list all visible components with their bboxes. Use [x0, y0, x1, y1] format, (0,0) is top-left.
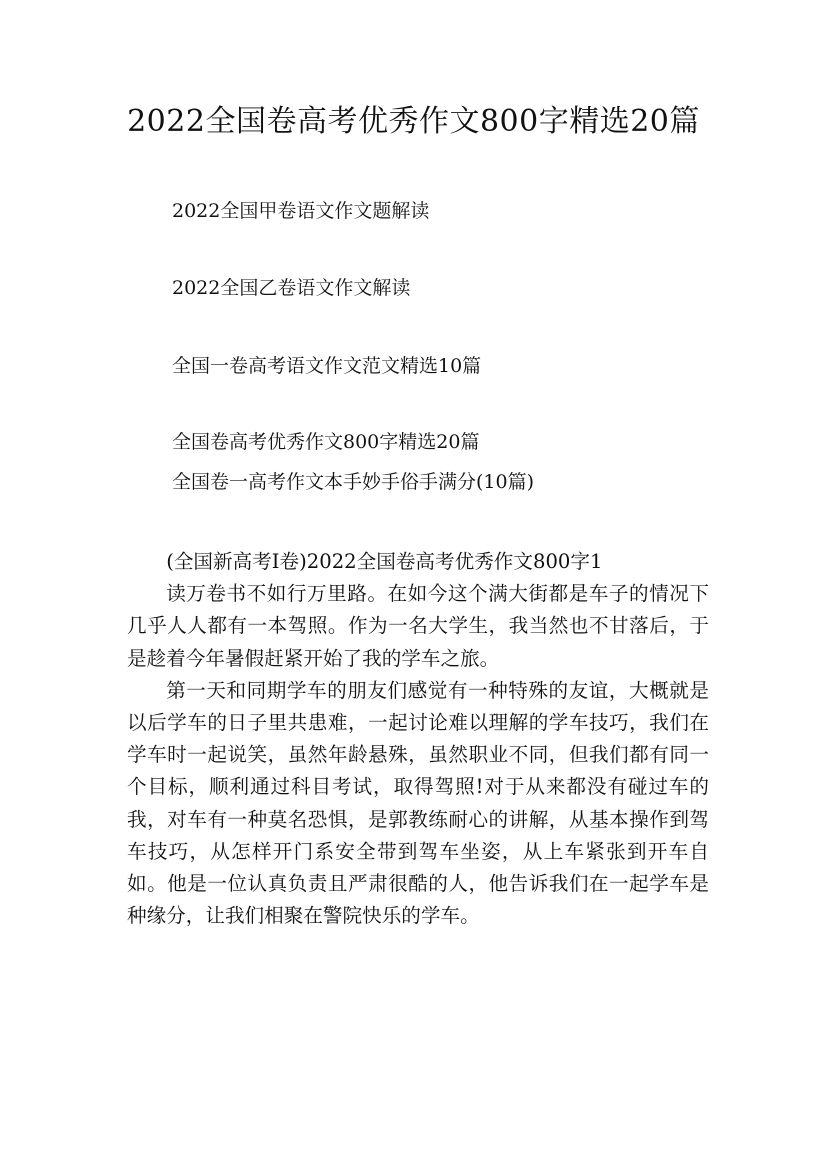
toc-item-youxiu-zuowen: 全国卷高考优秀作文800字精选20篇 [172, 431, 480, 453]
document-title: 2022全国卷高考优秀作文800字精选20篇 [127, 104, 700, 139]
essay-body [127, 546, 709, 932]
toc-item-yi-juan-fanwen: 全国一卷高考语文作文范文精选10篇 [172, 355, 482, 377]
toc-item-yi-juan: 2022全国乙卷语文作文解读 [172, 277, 411, 299]
toc-item-jia-juan: 2022全国甲卷语文作文题解读 [172, 200, 430, 222]
toc-item-manfen: 全国卷一高考作文本手妙手俗手满分(10篇) [172, 471, 535, 493]
essay-paragraph: 读万卷书不如行万里路。在如今这个满大街都是车子的情况下几乎人人都有一本驾照。作为一名大学生，我当然也不甘落后，于是趁着今年暑假赶紧开始了我的学车之旅。 [127, 582, 709, 670]
essay-heading: (全国新高考Ⅰ卷)2022全国卷高考优秀作文800字1 [166, 550, 603, 573]
essay-paragraph: 第一天和同期学车的朋友们感觉有一种特殊的友谊，大概就是以后学车的日子里共患难，一起讨论难以理解的学车技巧，我们在学车时一起说笑，虽然年龄悬殊，虽然职业不同，但我们都有同一个目标，顺利通过科目考试，取得驾照!对于从来都没有碰过车的我，对车有一种莫名恐惧，是郭教练耐心的讲解，从基本操作到驾车技巧，从怎样开门系安全带到驾车坐姿，从上车紧张到开车自如。他是一位认真负责且严肃很酷的人，他告诉我们在一起学车是种缘分，让我们相聚在警院快乐的学车。 [127, 678, 709, 928]
